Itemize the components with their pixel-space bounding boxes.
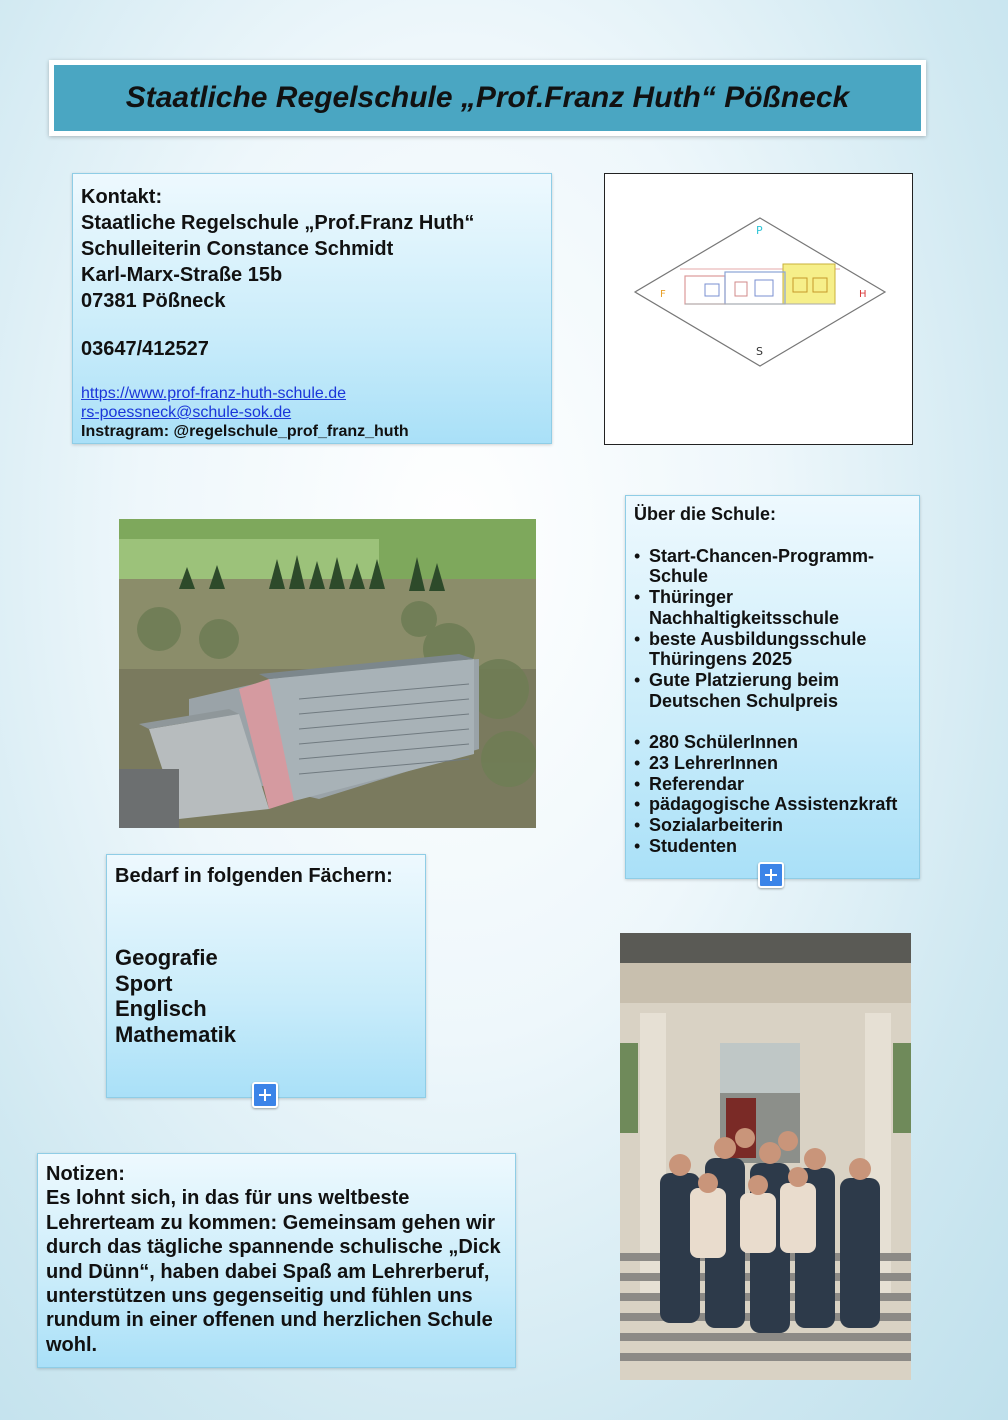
list-item: • Start-Chancen-Programm-Schule xyxy=(634,546,911,587)
team-photo xyxy=(620,933,911,1380)
contact-phone: 03647/412527 xyxy=(81,338,209,360)
website-link[interactable]: https://www.prof-franz-huth-schule.de xyxy=(81,385,347,402)
title-frame xyxy=(49,60,926,136)
about-heading: Über die Schule: xyxy=(634,504,777,524)
notes-box xyxy=(37,1153,516,1368)
list-item: • Thüringer Nachhaltigkeitsschule xyxy=(634,587,911,628)
list-item: Sport xyxy=(115,970,173,996)
notes-text: Es lohnt sich, in das für uns weltbeste Lehrerteam zu kommen: Gemeinsam gehen wir durch das tägliche spannende schulische „Dick und Dünn“, haben dabei Spaß am Lehrerberuf, unterstützen uns gegenseitig und fühlen uns rundum in einer offenen und herzlichen Schule wohl. xyxy=(46,1187,501,1356)
subjects-list xyxy=(115,945,417,1048)
subjects-needed-box xyxy=(106,854,426,1098)
contact-city: 07381 Pößneck xyxy=(81,290,226,312)
about-highlights-list xyxy=(634,546,911,712)
school-logo xyxy=(604,173,913,445)
list-item: • 280 SchülerInnen xyxy=(634,732,911,753)
about-school-box xyxy=(625,495,920,879)
subjects-heading: Bedarf in folgenden Fächern: xyxy=(115,865,393,887)
contact-principal: Schulleiterin Constance Schmidt xyxy=(81,238,394,260)
list-item: Mathematik xyxy=(115,1022,237,1048)
school-building-photo xyxy=(119,519,536,828)
logo-letter-h: H xyxy=(859,289,867,300)
logo-letter-p: P xyxy=(756,224,763,237)
list-item: Geografie xyxy=(115,945,218,970)
page-title: Staatliche Regelschule „Prof.Franz Huth“ Pößneck xyxy=(125,81,850,114)
contact-school: Staatliche Regelschule „Prof.Franz Huth“ xyxy=(81,212,475,234)
list-item: • Studenten xyxy=(634,836,911,857)
expand-about-button[interactable] xyxy=(758,862,784,888)
about-stats-list xyxy=(634,732,911,856)
title-bar xyxy=(54,65,921,131)
email-link[interactable]: rs-poessneck@schule-sok.de xyxy=(81,404,292,421)
instagram-handle: Instragram: @regelschule_prof_franz_huth xyxy=(81,423,409,440)
list-item: • Referendar xyxy=(634,774,911,795)
list-item: • 23 LehrerInnen xyxy=(634,753,911,774)
contact-heading: Kontakt: xyxy=(81,186,163,208)
expand-subjects-button[interactable] xyxy=(252,1082,278,1108)
list-item: • pädagogische Assistenzkraft xyxy=(634,794,911,815)
list-item: Englisch xyxy=(115,996,207,1022)
logo-drawing xyxy=(605,174,912,444)
list-item: • beste Ausbildungsschule Thüringens 2025 xyxy=(634,629,911,670)
list-item: • Sozialarbeiterin xyxy=(634,815,911,836)
contact-street: Karl-Marx-Straße 15b xyxy=(81,264,283,286)
logo-letter-f: F xyxy=(660,289,666,300)
notes-heading: Notizen: xyxy=(46,1163,125,1185)
logo-letter-s: S xyxy=(756,345,763,358)
list-item: • Gute Platzierung beim Deutschen Schulpreis xyxy=(634,670,911,711)
contact-box xyxy=(72,173,552,444)
